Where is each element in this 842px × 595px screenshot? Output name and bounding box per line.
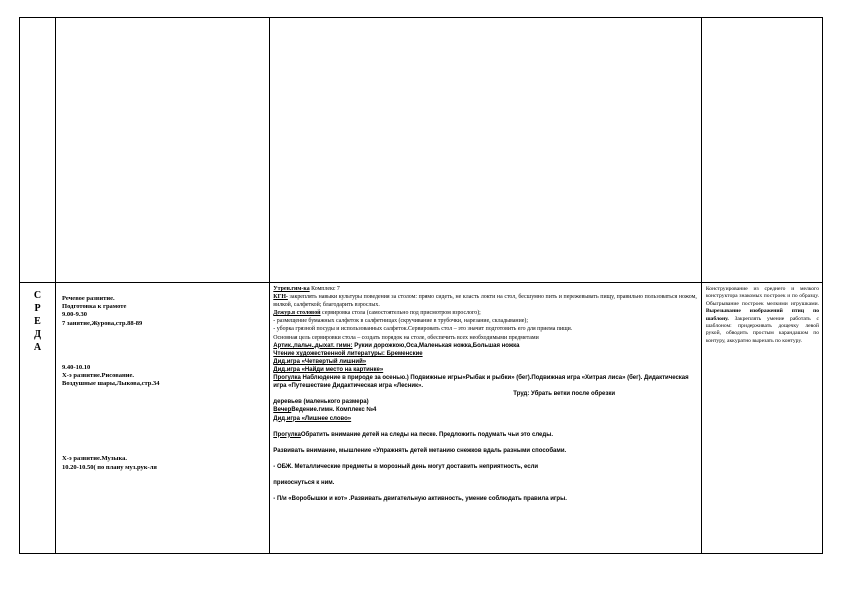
day-letter: Е [34, 316, 41, 327]
lesson-text: 7 занятие,Журова,стр.88-89 [62, 319, 143, 327]
activity-text: - размещение бумажных салфеток в салфетницах (скручивание в трубочки, нарезание, складывание); [273, 318, 528, 325]
activity-label: Вечер [273, 407, 292, 414]
lesson-text: Х-э развитие.Рисование. [62, 372, 134, 380]
day-label [20, 283, 55, 354]
activity-text: Дид.игра «Четвертый лишний» [273, 358, 367, 365]
empty-cell [270, 18, 702, 283]
activity-text: Развивать внимание, мышление «Упражнять детей метанию снежков вдаль разными способами. [273, 447, 567, 454]
activity-text: Дид.игра «Лишнее слово» [273, 415, 352, 422]
activity-text: деревьев (маленького размера) [273, 399, 369, 406]
activity-text: Рукии дорожкою,Оса,Маленькая ножка,Большая ножка [352, 342, 520, 349]
activity-text: Обратить внимание детей на следы на песке. Предложить подумать чьи это следы. [300, 431, 553, 438]
table-row [20, 18, 823, 283]
activity-label: Дежур.в столовой [273, 310, 321, 317]
day-letter: А [33, 342, 42, 353]
lesson-time: 9.00-9.30 [62, 311, 87, 319]
activity-label: Прогулка [273, 431, 301, 438]
individual-text: Конструирование из среднего и мелкого конструктора знакомых построек и по образцу. Обыгрывание построек мелкими игрушками. [705, 286, 819, 307]
activity-text: Чтение художественной литературы: Бременские [273, 350, 423, 357]
day-letter: Д [34, 329, 41, 340]
activity-text: Дид.игра «Найди место на картинке» [273, 366, 384, 373]
activity-text: - П/и «Воробышки и кот» .Развивать двигательную активность, умение соблюдать правила игры. [273, 495, 567, 502]
empty-cell [56, 18, 270, 283]
activity-text: прикоснуться к ним. [273, 479, 335, 486]
lesson-text: Воздушные шары,Лыкова,стр.34 [62, 380, 160, 388]
lesson-text: Х-э развитие.Музыка. [62, 455, 128, 463]
lesson-time: 10.20-10.50( по плану муз.рук-ля [62, 463, 157, 471]
individual-work-cell [701, 283, 822, 554]
activity-text: Труд: Убрать ветки после обрезки [513, 391, 616, 398]
empty-cell [20, 18, 56, 283]
empty-cell [701, 18, 822, 283]
lesson-text: Подготовка к грамоте [62, 303, 127, 311]
lesson-time: 9.40-10.10 [62, 363, 91, 371]
day-letter: Р [34, 303, 41, 314]
activity-text: закреплять навыки культуры поведения за столом: прямо сидеть, не класть локти на стол, бесшумно пить и пережевывать пищу, правильно пользоваться ножом, вилкой, салфеткой; благодарить взрослых. [273, 294, 697, 309]
activity-text: - ОБЖ. Металлические предметы в морозный день могут доставить неприятность, если [273, 463, 539, 470]
individual-label: Вырезывание изображений птиц по шаблону. [705, 308, 819, 322]
activity-label: Утрен.гим-ка [273, 286, 310, 292]
activity-text: Комплекс 7 [309, 286, 340, 292]
plan-table [19, 17, 823, 554]
day-cell [20, 283, 56, 554]
lessons-cell [56, 283, 270, 554]
activity-text: Наблюдение в природе за осенью.) Подвижные игры«Рыбак и рыбки» (бег).Подвижная игра «Хитрая лиса» (бег). Дидактическая игра «Путешествие Дидактическая игра «Лесник». [273, 375, 689, 390]
table-row [20, 283, 823, 554]
individual-text: Закреплять умение работать с шаблоном: придерживать дощечку левой рукой, обводить простым карандашом по контуру, аккуратно вырезать по контуру. [705, 315, 819, 344]
activity-text: Основная цель сервировки стола – создать порядок на столе, обеспечить всех необходимыми предметами [273, 334, 539, 341]
activity-text: Ведение.гимн. Комплекс №4 [291, 407, 377, 414]
day-letter: С [33, 290, 42, 301]
activity-text: сервировка стола (самостоятельно под присмотром взрослого); [320, 310, 481, 317]
activity-label: Артик.,пальч.,дыхат. гимн: [273, 342, 353, 349]
activity-label: КГН- [273, 294, 288, 301]
activities-cell [270, 283, 702, 554]
lesson-text: Речевое развитие. [62, 295, 115, 302]
activity-text: - уборка грязной посуды и использованных салфеток.Сервировать стол – это значит подготовить его для приема пищи. [273, 326, 573, 333]
activity-label: Прогулка [273, 375, 301, 382]
